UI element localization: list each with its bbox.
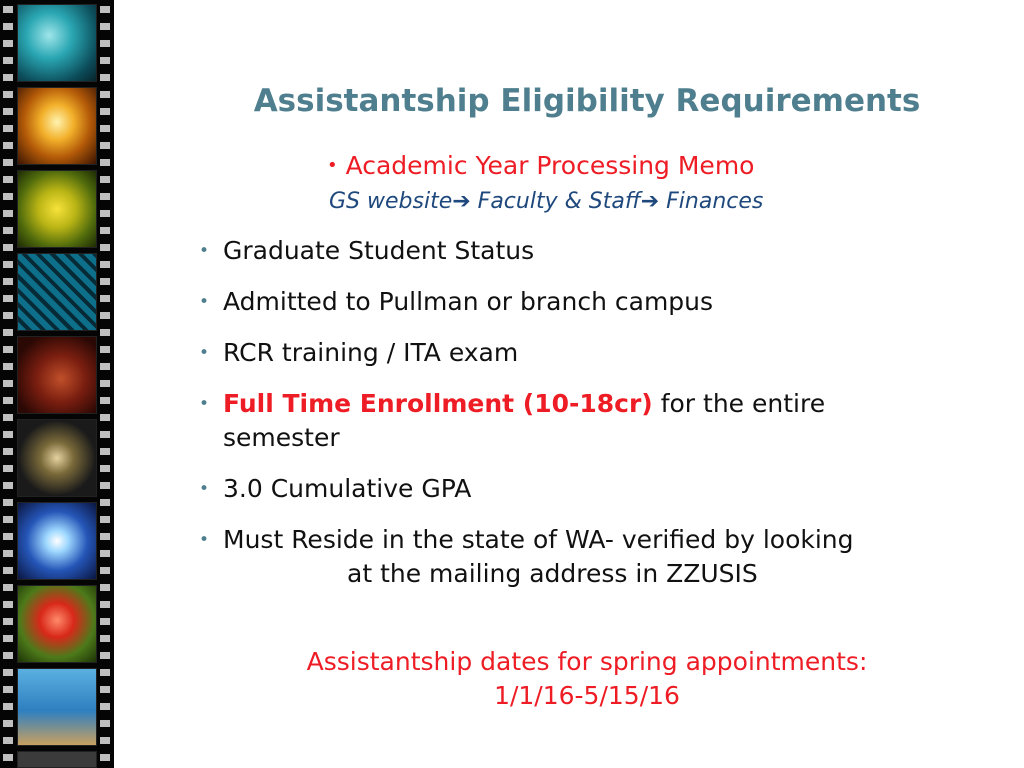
requirement-text: Graduate Student Status <box>223 236 535 265</box>
note-dates: 1/1/16-5/15/16 <box>494 681 680 710</box>
airplane-frame <box>17 668 97 746</box>
flame-figure-frame <box>17 87 97 165</box>
abstract-cyan-frame <box>17 4 97 82</box>
bullet-icon: • <box>327 155 338 176</box>
slide-title: Assistantship Eligibility Requirements <box>253 83 921 119</box>
partial-frame <box>17 751 97 768</box>
glass-grid-frame <box>17 253 97 331</box>
list-item <box>198 234 938 268</box>
path-step: GS website <box>329 189 453 214</box>
requirement-text-continuation: at the mailing address in ZZUSIS <box>347 559 758 588</box>
memo-reference <box>327 151 754 180</box>
dna-helix-frame <box>17 419 97 497</box>
requirement-text: for the entire semester <box>223 389 826 452</box>
path-step: Faculty & Staff <box>477 189 641 214</box>
requirement-highlight: Full Time Enrollment (10-18cr) <box>223 389 653 418</box>
requirement-text: RCR training / ITA exam <box>223 338 519 367</box>
bullet-icon: • <box>199 343 210 363</box>
list-item <box>198 472 938 506</box>
film-perforations-right <box>100 0 110 768</box>
list-item <box>198 285 938 319</box>
bullet-icon: • <box>199 292 210 312</box>
bullet-icon: • <box>199 241 210 261</box>
memo-label: Academic Year Processing Memo <box>345 151 755 180</box>
requirements-list <box>198 234 938 608</box>
yellow-flower-frame <box>17 170 97 248</box>
violin-frame <box>17 336 97 414</box>
film-perforations-left <box>3 0 13 768</box>
memo-navigation-path <box>329 189 763 214</box>
bullet-icon: • <box>199 479 210 499</box>
requirement-text: Admitted to Pullman or branch campus <box>223 287 714 316</box>
arrow-right-icon: ➔ <box>452 189 471 214</box>
appointment-dates-note <box>150 645 1024 713</box>
list-item <box>198 336 938 370</box>
requirement-text: 3.0 Cumulative GPA <box>223 474 472 503</box>
red-flower-frame <box>17 585 97 663</box>
bullet-icon: • <box>199 394 210 414</box>
path-step: Finances <box>666 189 764 214</box>
arrow-right-icon: ➔ <box>640 189 660 214</box>
requirement-text: Must Reside in the state of WA- verified by looking <box>223 525 854 554</box>
bullet-icon: • <box>199 530 210 550</box>
list-item <box>198 523 938 591</box>
note-heading: Assistantship dates for spring appointments: <box>306 647 868 676</box>
list-item <box>198 387 938 455</box>
light-burst-frame <box>17 502 97 580</box>
filmstrip-decoration <box>0 0 114 768</box>
